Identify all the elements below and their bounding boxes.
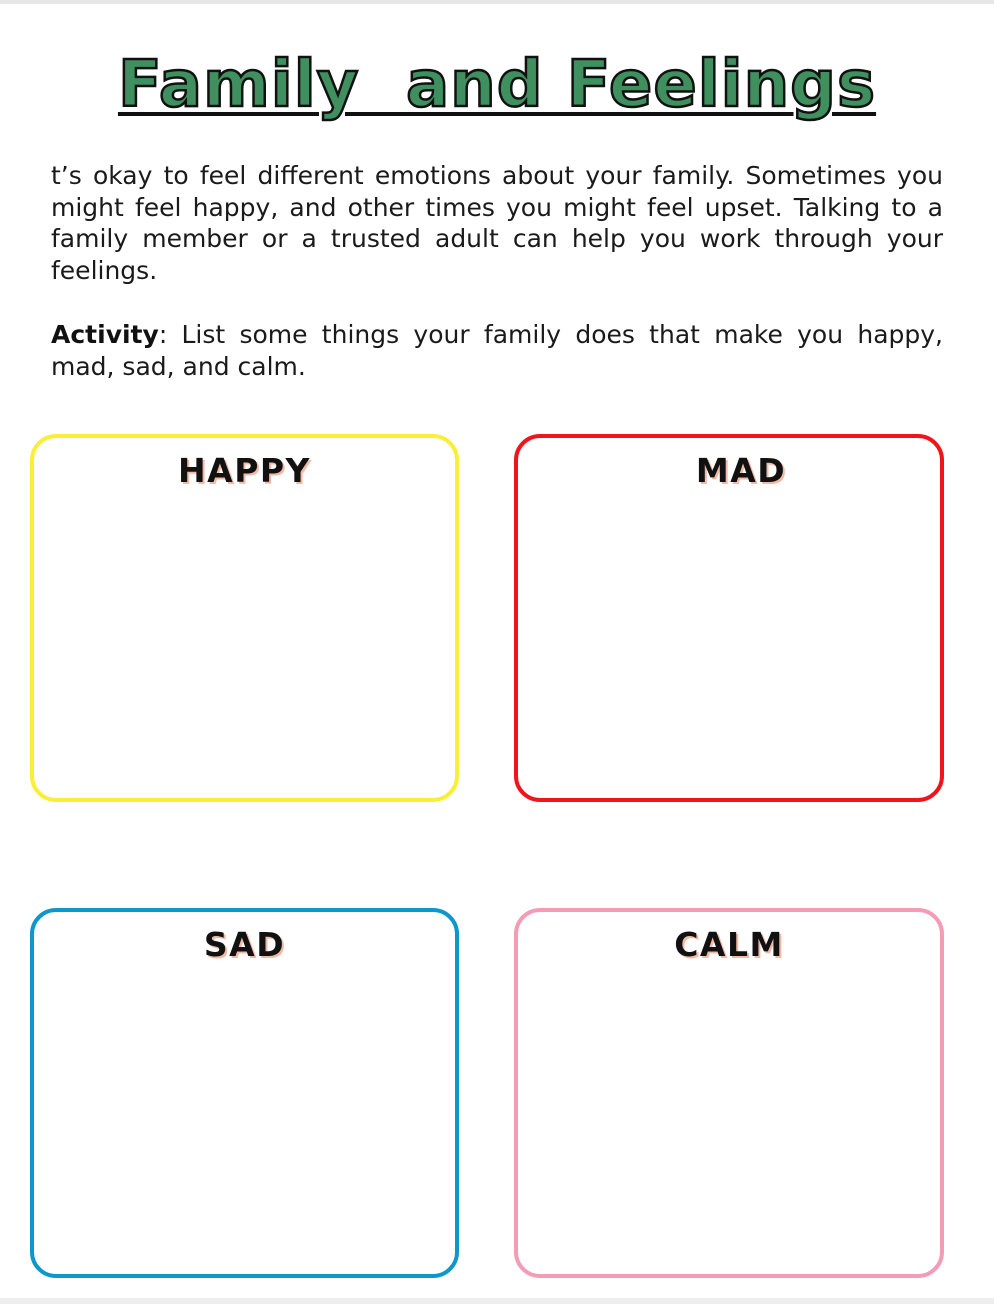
sad-box[interactable] <box>30 908 459 1278</box>
bottom-divider <box>0 1298 994 1304</box>
happy-heading: HAPPY <box>178 451 311 490</box>
top-divider <box>0 0 994 4</box>
activity-label: Activity <box>51 320 159 349</box>
sad-heading: SAD <box>203 925 286 964</box>
activity-text: : List some things your family does that make you happy, mad, sad, and calm. <box>51 320 943 381</box>
calm-heading: CALM <box>674 925 784 964</box>
calm-box[interactable] <box>514 908 944 1278</box>
activity-instructions <box>51 319 943 382</box>
mad-heading: MAD <box>695 451 787 490</box>
page-title: Family and Feelings <box>117 48 877 122</box>
intro-paragraph: t’s okay to feel different emotions about your family. Sometimes you might feel happy, and other times you might feel upset. Talking to a family member or a trusted adult can help you work through your feelings. <box>51 161 943 285</box>
mad-box[interactable] <box>514 434 944 802</box>
happy-box[interactable] <box>30 434 459 802</box>
